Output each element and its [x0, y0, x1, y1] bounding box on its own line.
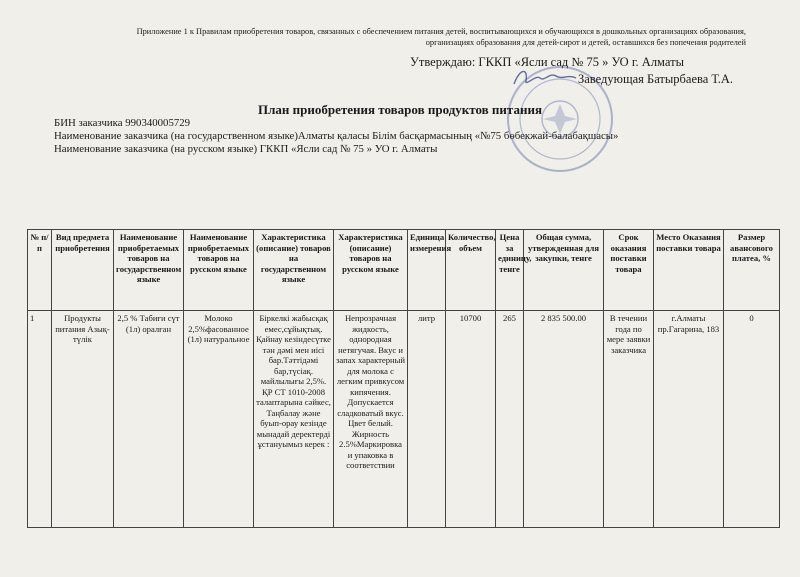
customer-name-ru: Наименование заказчика (на русском языке) ГККП «Ясли сад № 75 » УО г. Алматы	[54, 143, 438, 155]
cell-term: В течении года по мере заявки заказчика	[604, 311, 654, 528]
cell-total: 2 835 500.00	[524, 311, 604, 528]
col-header-price: Цена за единицу, тенге	[496, 230, 524, 311]
appendix-line-1: Приложение 1 к Правилам приобретения товаров, связанных с обеспечением питания детей, воспитывающихся и обучающихся в дошкольных организациях образования,	[136, 27, 746, 36]
cell-name-kz: 2,5 % Табиғи сүт (1л) оралған	[114, 311, 184, 528]
col-header-total: Общая сумма, утвержденная для закупки, тенге	[524, 230, 604, 311]
col-header-term: Срок оказания поставки товара	[604, 230, 654, 311]
approval-block	[410, 54, 733, 88]
col-header-name-kz: Наименование приобретаемых товаров на государственном языке	[114, 230, 184, 311]
cell-qty: 10700	[446, 311, 496, 528]
cell-desc-kz: Біркелкі жабысқақ емес,сұйықтық. Қайнау кезіндесүтке тән дәмі мен иісі бар.Тәттідәмі бар,түсіақ. майлылығы 2,5%. ҚР СТ 1010-2008 талаптарына сәйкес, Таңбалау және буып-орау кезінде мынадай деректерді ұстануымыз керек :	[254, 311, 334, 528]
table-row	[28, 311, 780, 528]
col-header-type: Вид предмета приобретения	[52, 230, 114, 311]
customer-bin: БИН заказчика 990340005729	[54, 117, 191, 129]
table-header-row	[28, 230, 780, 311]
cell-num: 1	[28, 311, 52, 528]
cell-unit: литр	[408, 311, 446, 528]
col-header-desc-ru: Характеристика (описание) товаров на русском языке	[334, 230, 408, 311]
col-header-qty: Количество, объем	[446, 230, 496, 311]
col-header-num: № п/п	[28, 230, 52, 311]
cell-advance: 0	[724, 311, 780, 528]
appendix-line-2: организациях образования для детей-сирот и детей, оставшихся без попечения родителей	[425, 38, 746, 47]
procurement-table	[27, 229, 780, 528]
cell-place: г.Алматы пр.Гагарина, 183	[654, 311, 724, 528]
col-header-name-ru: Наименование приобретаемых товаров на русском языке	[184, 230, 254, 311]
cell-price: 265	[496, 311, 524, 528]
approval-line-2: Заведующая Батырбаева Т.А.	[578, 72, 734, 86]
col-header-desc-kz: Характеристика (описание) товаров на государственном языке	[254, 230, 334, 311]
document-title: План приобретения товаров продуктов питания	[258, 102, 542, 117]
customer-name-state: Наименование заказчика (на государственном языке)Алматы қаласы Білім басқармасының «№75 бөбекжай-балабақшасы»	[54, 130, 619, 142]
appendix-note	[26, 26, 746, 48]
approval-line-1: Утверждаю: ГККП «Ясли сад № 75 » УО г. Алматы	[410, 55, 684, 69]
customer-info	[54, 117, 618, 156]
cell-desc-ru: Непрозрачная жидкость, однородная нетягучая. Вкус и запах характерный для молока с легким привкусом кипячения. Допускается сладковатый вкус. Цвет белый. Жирность 2.5%Маркировка и упаковка в соответствии	[334, 311, 408, 528]
col-header-place: Место Оказания поставки товара	[654, 230, 724, 311]
col-header-unit: Единица измерения	[408, 230, 446, 311]
col-header-advance: Размер авансового платеа, %	[724, 230, 780, 311]
cell-name-ru: Молоко 2,5%фасованное (1л) натуральное	[184, 311, 254, 528]
cell-type: Продукты питания Азық-түлік	[52, 311, 114, 528]
